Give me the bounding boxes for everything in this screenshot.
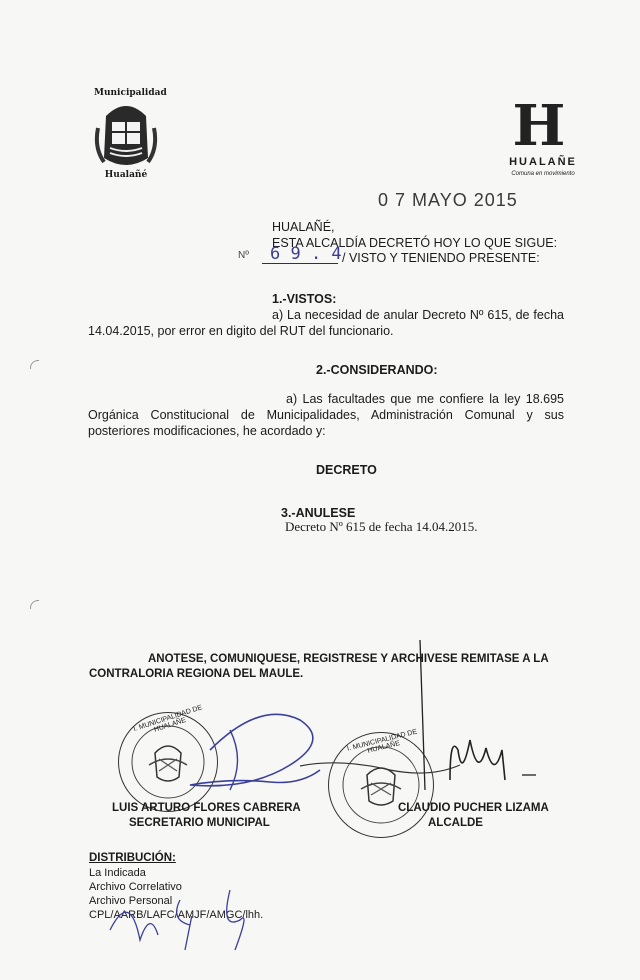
crest-top-text: Municipalidad [94, 88, 167, 98]
decreto-title: DECRETO [316, 463, 377, 477]
decree-number: 6 9 . 4 [270, 244, 342, 264]
intro-line-2: / VISTO Y TENIENDO PRESENTE: [342, 251, 540, 265]
vistos-text: a) La necesidad de anular Decreto Nº 615, de fecha 14.04.2015, por error en digito del RUT del funcionario. [88, 308, 564, 338]
distribution-item: Archivo Personal [89, 895, 173, 907]
date-stamp: 0 7 MAYO 2015 [378, 190, 518, 210]
distribution-item: La Indicada [89, 867, 146, 879]
closing-line-2: CONTRALORIA REGIONA DEL MAULE. [89, 668, 304, 680]
signatory-left-role: SECRETARIO MUNICIPAL [129, 817, 270, 829]
section-title-vistos: 1.-VISTOS: [272, 292, 337, 306]
anulese-text: Decreto Nº 615 de fecha 14.04.2015. [285, 519, 478, 534]
intro-line-1: ESTA ALCALDÍA DECRETÓ HOY LO QUE SIGUE: [272, 236, 558, 250]
seal-text: I. MUNICIPALIDAD DE HUALAÑE [132, 704, 204, 734]
signatory-right-name: CLAUDIO PUCHER LIZAMA [398, 802, 549, 814]
seal-text: I. MUNICIPALIDAD DE HUALAÑE [346, 728, 418, 755]
signatory-right-role: ALCALDE [428, 817, 483, 829]
hualane-brand-logo [505, 93, 585, 180]
crest-icon [92, 88, 167, 183]
section-title-considerando: 2.-CONSIDERANDO: [316, 363, 438, 377]
number-prefix: Nº [238, 250, 249, 261]
section-title-anulese: 3.-ANULESE [281, 506, 356, 520]
place-line: HUALAÑÉ, [272, 220, 335, 234]
crest-bottom-text: Hualañé [104, 170, 148, 180]
signature-alcalde-icon [300, 640, 550, 820]
initials-scribble-icon [100, 880, 280, 960]
margin-mark [30, 360, 39, 369]
brand-h-icon: H [512, 93, 566, 159]
brand-tagline: Comuna en movimiento [511, 171, 575, 177]
brand-name: HUALAÑE [509, 156, 577, 168]
margin-mark [30, 600, 39, 609]
signatory-left-name: LUIS ARTURO FLORES CABRERA [112, 802, 301, 814]
considerando-text: a) Las facultades que me confiere la ley 18.695 Orgánica Constitucional de Municipalidades, Administración Comunal y sus posteriores modificaciones, he acordado y: [88, 392, 564, 438]
distribution-item: Archivo Correlativo [89, 881, 182, 893]
closing-line-1: ANOTESE, COMUNIQUESE, REGISTRESE Y ARCHIVESE REMITASE A LA [148, 653, 549, 665]
municipal-crest-logo [92, 88, 167, 183]
distribution-item: CPL/AARB/LAFC/AMJF/AMGC/lhh. [89, 909, 264, 921]
distribution-title: DISTRIBUCIÓN: [89, 852, 176, 864]
